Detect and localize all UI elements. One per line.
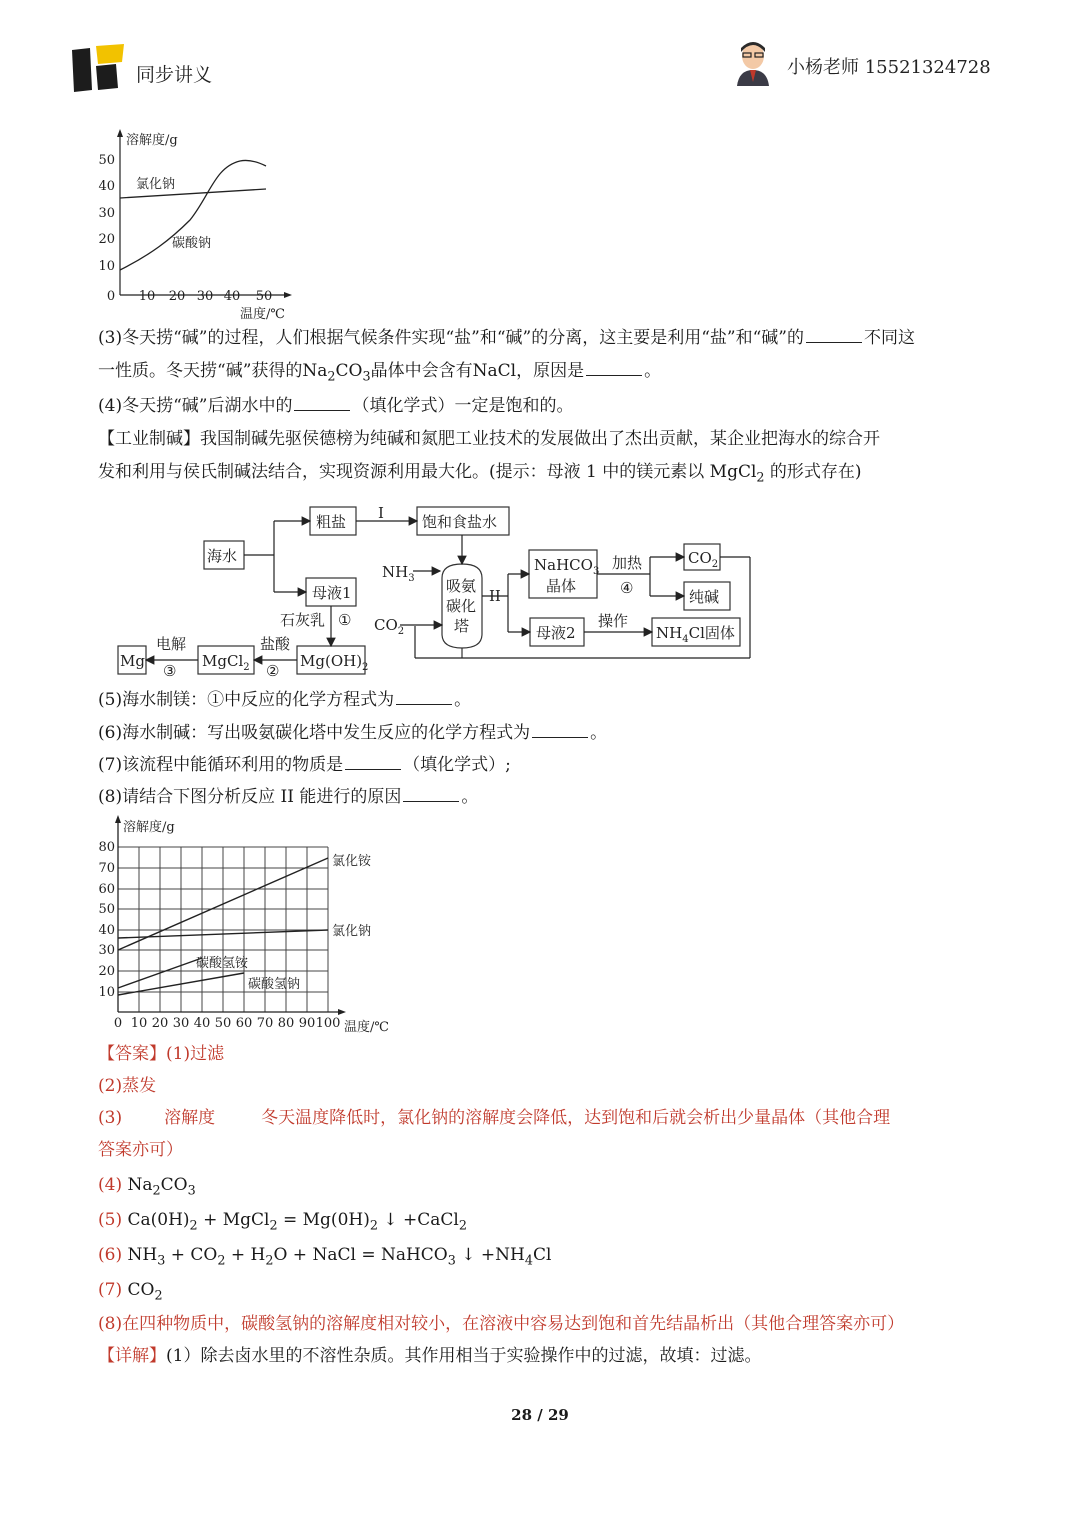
label-hcl: 盐酸 bbox=[260, 635, 291, 653]
chart2-ytick: 80 bbox=[98, 840, 115, 855]
detail-explanation: 【详解】(1）除去卤水里的不溶性杂质。其作用相当于实验操作中的过滤，故填：过滤。 bbox=[98, 1346, 762, 1366]
logo bbox=[70, 44, 126, 94]
chart2-xtick: 30 bbox=[172, 1016, 190, 1031]
industry-intro-1: 【工业制碱】我国制碱先驱侯德榜为纯碱和氮肥工业技术的发展做出了杰出贡献，某企业把海水的综合开 bbox=[98, 429, 880, 449]
box-mg: Mg bbox=[120, 652, 145, 670]
box-mother-liquor-2: 母液2 bbox=[536, 624, 576, 642]
chart1-ytick: 40 bbox=[98, 179, 115, 194]
box-nh4cl-solid: $NH_4Cl$固体 bbox=[656, 624, 735, 645]
header-title: 同步讲义 bbox=[136, 64, 213, 86]
label-step-4: ④ bbox=[620, 579, 634, 597]
box-nahco3: NaHCO$_3$ bbox=[534, 556, 600, 577]
chart2-ytick: 30 bbox=[98, 943, 115, 958]
question-8: (8)请结合下图分析反应 II 能进行的原因 。 bbox=[98, 787, 479, 807]
chart1-xtick: 50 bbox=[255, 289, 273, 304]
teacher-contact: 小杨老师 15521324728 bbox=[787, 57, 991, 78]
chart2-xtick: 100 bbox=[315, 1016, 341, 1031]
chart2-xtick: 70 bbox=[256, 1016, 274, 1031]
chart1-ytick: 50 bbox=[98, 153, 115, 168]
page-number: 28 / 29 bbox=[511, 1406, 569, 1424]
chart1-xtick: 40 bbox=[223, 289, 241, 304]
detail-text: (1）除去卤水里的不溶性杂质。其作用相当于实验操作中的过滤，故填：过滤。 bbox=[166, 1346, 762, 1366]
box-mgoh2: $Mg(OH)_2$ bbox=[300, 652, 369, 673]
chart1-ytick: 10 bbox=[98, 259, 115, 274]
label-co2-in: $CO_2$ bbox=[374, 616, 405, 637]
process-flow-diagram bbox=[110, 498, 760, 683]
chart2-label-nacl: 氯化钠 bbox=[332, 924, 372, 939]
answer-1: 【答案】(1)过滤 bbox=[98, 1044, 225, 1064]
answer-8: (8)在四种物质中，碳酸氢钠的溶解度相对较小，在溶液中容易达到饱和首先结晶析出（其他合理答案亦可） bbox=[98, 1314, 905, 1334]
box-mother-liquor-1: 母液1 bbox=[312, 584, 352, 602]
label-lime-milk: 石灰乳 bbox=[280, 611, 326, 629]
chart2-ytick: 40 bbox=[98, 923, 115, 938]
industry-intro-2: 发和利用与侯氏制碱法结合，实现资源利用最大化。(提示：母液 1 中的镁元素以 MgCl$_2$ 的形式存在) bbox=[98, 462, 862, 486]
chart2-xtick: 40 bbox=[193, 1016, 211, 1031]
chart2-xtick: 50 bbox=[214, 1016, 232, 1031]
label-nh3: $NH_3$ bbox=[382, 563, 415, 584]
teacher-avatar bbox=[733, 40, 773, 86]
tower-label-1: 吸氨 bbox=[446, 577, 477, 595]
answer-3-continued: 答案亦可） bbox=[98, 1140, 183, 1160]
solubility-chart-large bbox=[92, 813, 412, 1038]
chart1-xtick: 0 bbox=[106, 289, 116, 304]
label-step-3-circle: ③ bbox=[163, 662, 177, 680]
question-7: (7)该流程中能循环利用的物质是 （填化学式）; bbox=[98, 755, 511, 775]
question-6: (6)海水制碱：写出吸氨碳化塔中发生反应的化学方程式为 。 bbox=[98, 723, 608, 743]
chart2-xtick: 20 bbox=[151, 1016, 169, 1031]
label-step-2: II bbox=[489, 587, 501, 605]
chart1-label-nacl: 氯化钠 bbox=[136, 177, 176, 192]
answer-6: (6) $NH_3 + CO_2 + H_2O$ + NaCl = NaHCO$_3$ ↓ $+NH_4Cl$ bbox=[98, 1245, 552, 1269]
box-seawater: 海水 bbox=[207, 547, 238, 565]
box-brine: 饱和食盐水 bbox=[422, 513, 498, 531]
label-step-1-circle: ① bbox=[338, 611, 352, 629]
box-nahco3-crystal: 晶体 bbox=[546, 577, 577, 595]
solubility-chart-small bbox=[90, 125, 310, 325]
chart2-xtick: 90 bbox=[298, 1016, 316, 1031]
box-soda-ash: 纯碱 bbox=[689, 588, 720, 606]
chart1-xtick: 30 bbox=[196, 289, 214, 304]
label-step-2-circle: ② bbox=[266, 662, 280, 680]
chart2-ytick: 20 bbox=[98, 964, 115, 979]
question-3-line1: (3)冬天捞“碱”的过程，人们根据气候条件实现“盐”和“碱”的分离，这主要是利用“盐”和“碱”的 不同这 bbox=[98, 328, 915, 348]
label-step-1: I bbox=[378, 504, 384, 522]
chart2-label-nahco3: 碳酸氢钠 bbox=[248, 977, 301, 992]
chart2-xtick: 10 bbox=[130, 1016, 148, 1031]
question-3-line2: 一性质。冬天捞“碱”获得的$Na_2CO_3$晶体中会含有NaCl，原因是 。 bbox=[98, 361, 662, 385]
chart1-xlabel: 温度/℃ bbox=[240, 307, 285, 322]
chart2-label-nh4hco3: 碳酸氢铵 bbox=[196, 956, 249, 971]
chart2-xtick: 0 bbox=[113, 1016, 123, 1031]
chart1-ytick: 30 bbox=[98, 206, 115, 221]
chart2-ytick: 10 bbox=[98, 985, 115, 1000]
box-mgcl2: MgCl$_2$ bbox=[202, 652, 250, 673]
chart1-xtick: 20 bbox=[168, 289, 186, 304]
chart2-xlabel: 温度/℃ bbox=[344, 1020, 389, 1035]
chart1-xtick: 10 bbox=[138, 289, 156, 304]
chart2-ytick: 50 bbox=[98, 902, 115, 917]
tower-label-2: 碳化 bbox=[446, 597, 477, 615]
box-crude-salt: 粗盐 bbox=[316, 513, 347, 531]
answer-5: (5) $Ca(0H)_2$ + MgCl$_2$ = $Mg(0H)_2$ ↓ +CaCl$_2$ bbox=[98, 1210, 467, 1234]
label-operation: 操作 bbox=[598, 612, 629, 630]
question-4: (4)冬天捞“碱”后湖水中的 （填化学式）一定是饱和的。 bbox=[98, 396, 574, 416]
label-heat: 加热 bbox=[612, 554, 643, 572]
chart2-xtick: 80 bbox=[277, 1016, 295, 1031]
box-co2: $CO_2$ bbox=[688, 549, 719, 570]
chart2-ytick: 60 bbox=[98, 882, 115, 897]
answer-7: (7) $CO_2$ bbox=[98, 1280, 163, 1304]
answer-2: (2)蒸发 bbox=[98, 1076, 157, 1096]
chart2-ylabel: 溶解度/g bbox=[123, 820, 175, 835]
chart1-ytick: 20 bbox=[98, 232, 115, 247]
answer-3: (3) 溶解度 冬天温度降低时，氯化钠的溶解度会降低，达到饱和后就会析出少量晶体（其他合理 bbox=[98, 1108, 891, 1128]
answer-4: (4) $Na_2CO_3$ bbox=[98, 1175, 196, 1199]
chart1-label-na2co3: 碳酸钠 bbox=[172, 236, 212, 251]
chart2-label-nh4cl: 氯化铵 bbox=[332, 854, 372, 869]
question-5: (5)海水制镁：①中反应的化学方程式为 。 bbox=[98, 690, 472, 710]
chart2-ytick: 70 bbox=[98, 861, 115, 876]
label-electrolysis: 电解 bbox=[156, 635, 187, 653]
tower-label-3: 塔 bbox=[454, 617, 470, 635]
chart1-ylabel: 溶解度/g bbox=[126, 133, 178, 148]
chart2-xtick: 60 bbox=[235, 1016, 253, 1031]
